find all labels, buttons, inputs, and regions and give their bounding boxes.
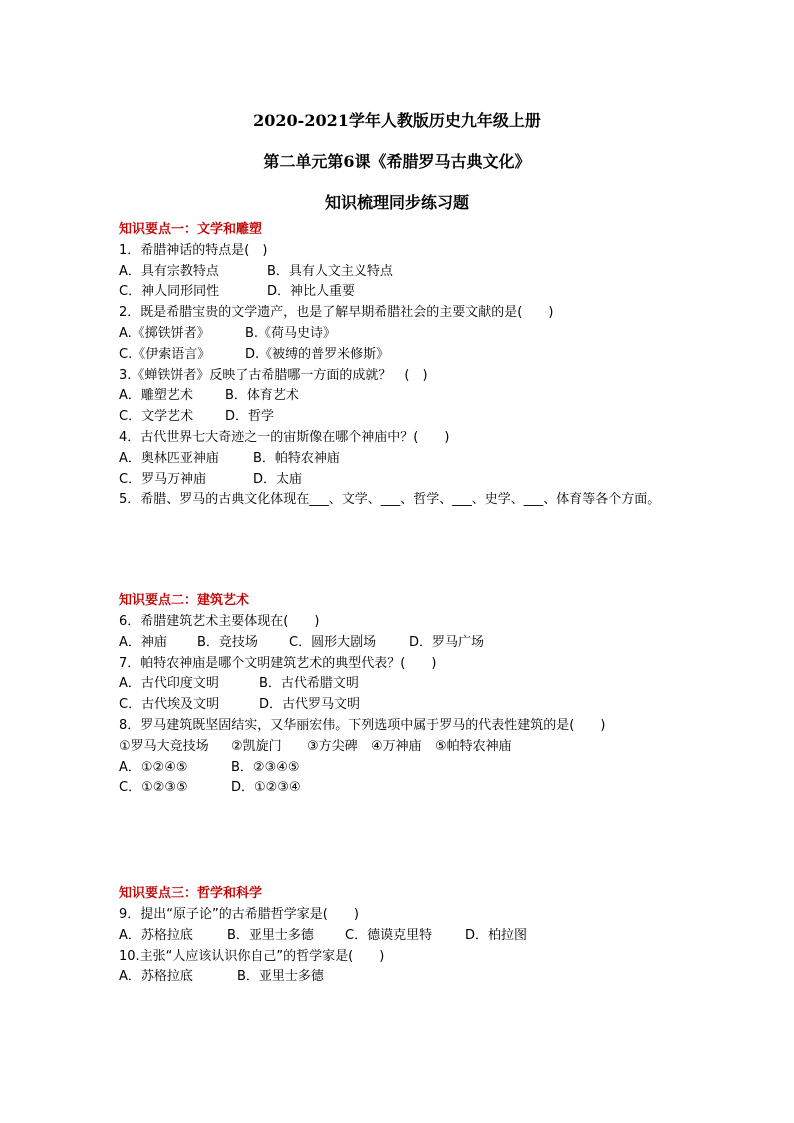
option: D．柏拉图 (465, 927, 528, 943)
option: C．罗马万神庙 (119, 471, 207, 487)
option: A．古代印度文明 (119, 676, 219, 692)
worksheet-content (119, 220, 689, 988)
question: 3.《蝉铁饼者》反映了古希腊哪一方面的成就？ ( ) (119, 367, 428, 383)
options-row (119, 674, 689, 695)
option: D．①②③④ (231, 780, 301, 796)
option: D．哲学 (225, 409, 275, 425)
option: D．太庙 (253, 471, 303, 487)
option: C．①②③⑤ (119, 780, 188, 796)
options-row (119, 926, 689, 947)
options-row (119, 758, 689, 779)
section-heading: 知识要点二：建筑艺术 (119, 593, 250, 609)
option: B．②③④⑤ (231, 759, 300, 775)
question: 4．古代世界七大奇迹之一的宙斯像在哪个神庙中？( ) (119, 429, 450, 445)
option: B．帕特农神庙 (253, 450, 340, 466)
option: B．竞技场 (197, 634, 258, 650)
option: ②凯旋门 (231, 738, 282, 754)
option: ③方尖碑 (307, 738, 358, 754)
options-row (119, 633, 689, 654)
doc-subheading: 知识梳理同步练习题 (324, 193, 469, 212)
question: 5．希腊、罗马的古典文化体现在___、文学、___、哲学、___、史学、___、体育等各个方面。 (119, 492, 661, 508)
section-heading: 知识要点三：哲学和科学 (119, 886, 263, 902)
option: B．亚里士多德 (237, 969, 324, 985)
option: A．具有宗教特点 (119, 263, 219, 279)
option: A．奥林匹亚神庙 (119, 450, 219, 466)
option: D．罗马广场 (409, 634, 485, 650)
question: 7．帕特农神庙是哪个文明建筑艺术的典型代表？( ) (119, 655, 437, 671)
options-row (119, 470, 689, 491)
options-row (119, 262, 689, 283)
option: C．神人同形同性 (119, 284, 220, 300)
options-row (119, 386, 689, 407)
options-row (119, 737, 689, 758)
options-row (119, 324, 689, 345)
option: B．古代希腊文明 (259, 676, 359, 692)
options-row (119, 282, 689, 303)
option: ①罗马大竞技场 (119, 738, 209, 754)
option: A.《掷铁饼者》 (119, 325, 210, 341)
option: B．亚里士多德 (227, 927, 314, 943)
option: A．①②④⑤ (119, 759, 188, 775)
question: 10.主张“人应该认识你自己”的哲学家是( ) (119, 948, 385, 964)
option: A．雕塑艺术 (119, 388, 193, 404)
option: ⑤帕特农神庙 (435, 738, 512, 754)
question: 8．罗马建筑既坚固结实，又华丽宏伟。下列选项中属于罗马的代表性建筑的是( ) (119, 717, 606, 733)
question: 9．提出“原子论”的古希腊哲学家是( ) (119, 906, 359, 922)
options-row (119, 449, 689, 470)
section-heading: 知识要点一：文学和雕塑 (119, 222, 263, 237)
options-row (119, 778, 689, 799)
option: B.《荷马史诗》 (245, 325, 337, 341)
option: C．圆形大剧场 (289, 634, 377, 650)
option: A．苏格拉底 (119, 927, 193, 943)
option: C.《伊索语言》 (119, 346, 211, 362)
options-row (119, 407, 689, 428)
option: A．神庙 (119, 634, 167, 650)
option: D．神比人重要 (267, 284, 356, 300)
option: C．古代埃及文明 (119, 697, 220, 713)
option: ④万神庙 (371, 738, 422, 754)
doc-title: 2020-2021学年人教版历史九年级上册 (253, 111, 541, 130)
question: 2．既是希腊宝贵的文学遗产，也是了解早期希腊社会的主要文献的是( ) (119, 305, 554, 321)
options-row (119, 345, 689, 366)
question: 1．希腊神话的特点是( ) (119, 242, 268, 258)
option: D．古代罗马文明 (259, 697, 361, 713)
option: B．体育艺术 (225, 388, 299, 404)
option: B．具有人文主义特点 (267, 263, 393, 279)
option: C．德谟克里特 (345, 927, 433, 943)
options-row (119, 967, 689, 988)
options-row (119, 695, 689, 716)
option: A．苏格拉底 (119, 969, 193, 985)
question: 6．希腊建筑艺术主要体现在( ) (119, 613, 320, 629)
option: C．文学艺术 (119, 409, 194, 425)
option: D.《被缚的普罗米修斯》 (245, 346, 390, 362)
doc-subtitle: 第二单元第6课《希腊罗马古典文化》 (263, 152, 531, 171)
